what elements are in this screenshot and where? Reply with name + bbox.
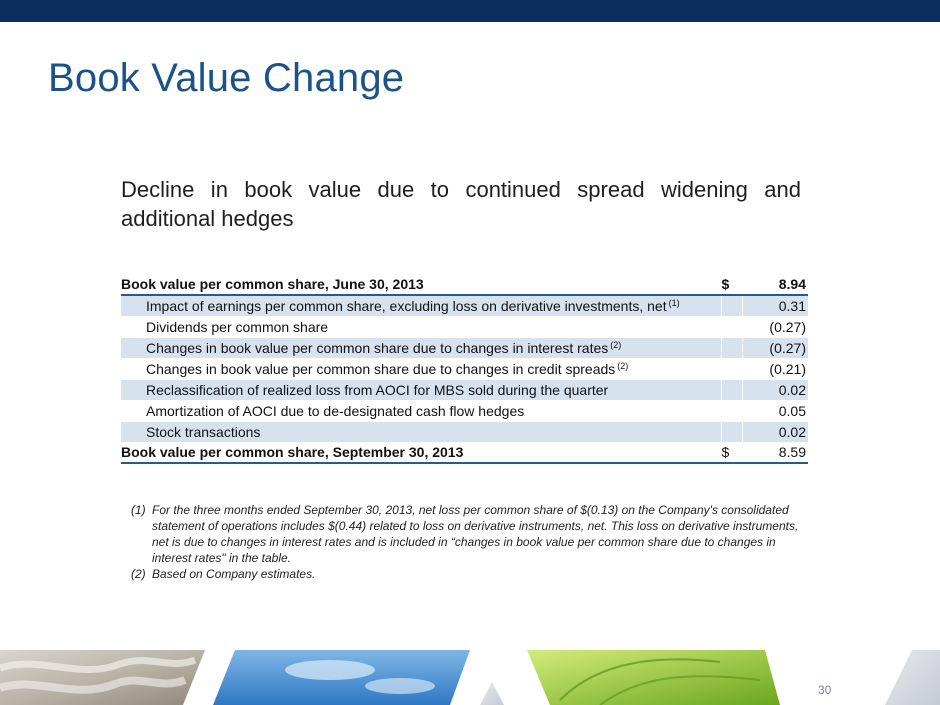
row-label: Stock transactions [121,422,722,443]
table-row [121,338,808,359]
row-value: (0.21) [743,359,809,380]
total-label: Book value per common share, September 30, 2013 [121,442,722,463]
table-header-row [121,274,808,295]
row-value: (0.27) [743,317,809,338]
row-label: Dividends per common share [121,317,722,338]
header-currency: $ [722,274,743,295]
footnote-number: (1) [131,503,146,517]
row-value: 0.05 [743,401,809,422]
footnote-item [131,566,801,582]
footnote-item [131,502,801,566]
footnote-number: (2) [131,567,146,581]
total-value: 8.59 [743,442,809,463]
leaf-image [527,650,780,705]
table-row [121,380,808,401]
total-currency: $ [722,442,743,463]
footnotes [131,502,801,582]
rope-image [0,650,205,705]
footnote-ref: (2) [610,340,622,350]
row-value: 0.31 [743,295,809,317]
row-value: (0.27) [743,338,809,359]
footnote-text: For the three months ended September 30, 2013, net loss per common share of $(0.13) on the Company's consolidated statement of operations includes $(0.44) related to loss on derivative instruments, net. This loss on derivative instruments, net is due to changes in interest rates and is included in “changes in book value per common share due to changes in interest rates" in the table. [152,503,799,565]
row-value: 0.02 [743,422,809,443]
table-row [121,401,808,422]
table-row [121,359,808,380]
table-total-row [121,442,808,463]
row-label: Changes in book value per common share due to changes in credit spreads $^{(2)}$ [121,359,722,380]
row-label: Amortization of AOCI due to de-designated cash flow hedges [121,401,722,422]
book-value-table [121,274,808,464]
row-label: Reclassification of realized loss from AOCI for MBS sold during the quarter [121,380,722,401]
slide-subtitle: Decline in book value due to continued spread widening and additional hedges [121,177,801,231]
footnote-ref: (2) [617,361,629,371]
row-label: Changes in book value per common share due to changes in interest rates $^{(2)}$ [121,338,722,359]
arrow-shape [480,682,504,705]
table-row [121,317,808,338]
slide-title: Book Value Change [48,56,405,100]
footnote-ref: (1) [668,298,680,308]
page-number: 30 [818,683,832,697]
header-value: 8.94 [743,274,809,295]
top-banner [0,0,940,22]
grey-panel [885,650,940,705]
row-label: Impact of earnings per common share, excluding loss on derivative investments, net $^{(1)}$ [121,295,722,317]
table-row [121,295,808,317]
table-row [121,422,808,443]
footnote-text: Based on Company estimates. [152,567,316,581]
decorative-image-strip [0,650,940,705]
row-value: 0.02 [743,380,809,401]
sky-image [213,650,470,705]
header-label: Book value per common share, June 30, 2013 [121,274,722,295]
